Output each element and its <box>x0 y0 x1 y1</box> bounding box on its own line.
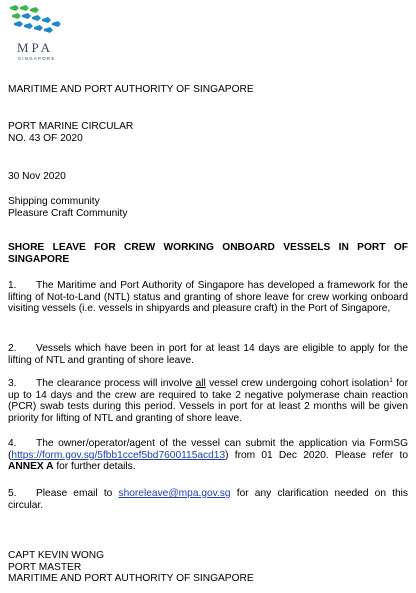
circular-title: PORT MARINE CIRCULAR <box>8 121 134 132</box>
logo-subtitle: SINGAPORE <box>18 56 56 61</box>
paragraph-number: 1. <box>8 280 17 291</box>
paragraph-number: 5. <box>8 488 17 499</box>
paragraph-number: 2. <box>8 343 17 354</box>
paragraph-1 <box>8 280 408 315</box>
authority-heading: MARITIME AND PORT AUTHORITY OF SINGAPORE <box>8 84 254 95</box>
circular-no: NO. 43 OF 2020 <box>8 132 83 144</box>
paragraph-number: 3. <box>8 378 17 389</box>
signatory-name: CAPT KEVIN WONG <box>8 550 105 561</box>
mpa-wave-icon <box>8 4 72 40</box>
email-link[interactable]: shoreleave@mpa.gov.sg <box>118 488 231 499</box>
signature-block <box>8 550 408 585</box>
paragraph-number: 4. <box>8 438 17 449</box>
signatory-org: MARITIME AND PORT AUTHORITY OF SINGAPORE <box>8 573 254 585</box>
subject-heading <box>8 242 408 265</box>
paragraph-4: 4. The owner/operator/agent of the vessel can submit the application via FormSG (https://form.gov.sg/5fbb1ccef5bd7600115acd13) from 01 Dec 2020. Please refer to ANNEX A for further details. <box>8 438 408 473</box>
annex-a-reference: ANNEX A <box>8 461 54 473</box>
paragraph-5: 5. Please email to shoreleave@mpa.gov.sg for any clarification needed on this circular. <box>8 488 409 511</box>
subject-text: SHORE LEAVE FOR CREW WORKING ONBOARD VESSELS IN PORT OF SINGAPORE <box>8 242 408 265</box>
recipient-pleasure-craft: Pleasure Craft Community <box>8 207 128 219</box>
paragraph-3: 3. The clearance process will involve all vessel crew undergoing cohort isolation$^1$ for up to 14 days and the crew are required to take 2 negative polymerase chain reaction (PCR) swab tests during this period. Vessels in port for at least 2 months will be given priority for lifting of NTL and granting of shore leave. <box>8 377 408 424</box>
formsg-link[interactable]: https://form.gov.sg/5fbb1ccef5bd7600115acd13 <box>11 449 226 461</box>
circular-number <box>8 121 408 144</box>
signatory-title: PORT MASTER <box>8 561 82 573</box>
paragraph-text: The Maritime and Port Authority of Singapore has developed a framework for the lifting of Not-to-Land (NTL) status and granting of shore leave for crew working onboard visiting vessels (i.e. vessels in shipyards and pleasure craft) in the Port of Singapore, <box>8 280 408 315</box>
mpa-logo <box>8 4 72 64</box>
circular-date: 30 Nov 2020 <box>8 171 66 182</box>
emphasis-all: all <box>195 378 206 389</box>
paragraph-text: Vessels which have been in port for at least 14 days are eligible to apply for the lifting of NTL and granting of shore leave. <box>8 343 408 366</box>
paragraph-2 <box>8 343 408 366</box>
logo-wordmark: MPA <box>17 40 53 55</box>
recipients <box>8 196 408 219</box>
recipient-shipping: Shipping community <box>8 196 100 207</box>
footnote-marker: 1 <box>389 377 393 384</box>
